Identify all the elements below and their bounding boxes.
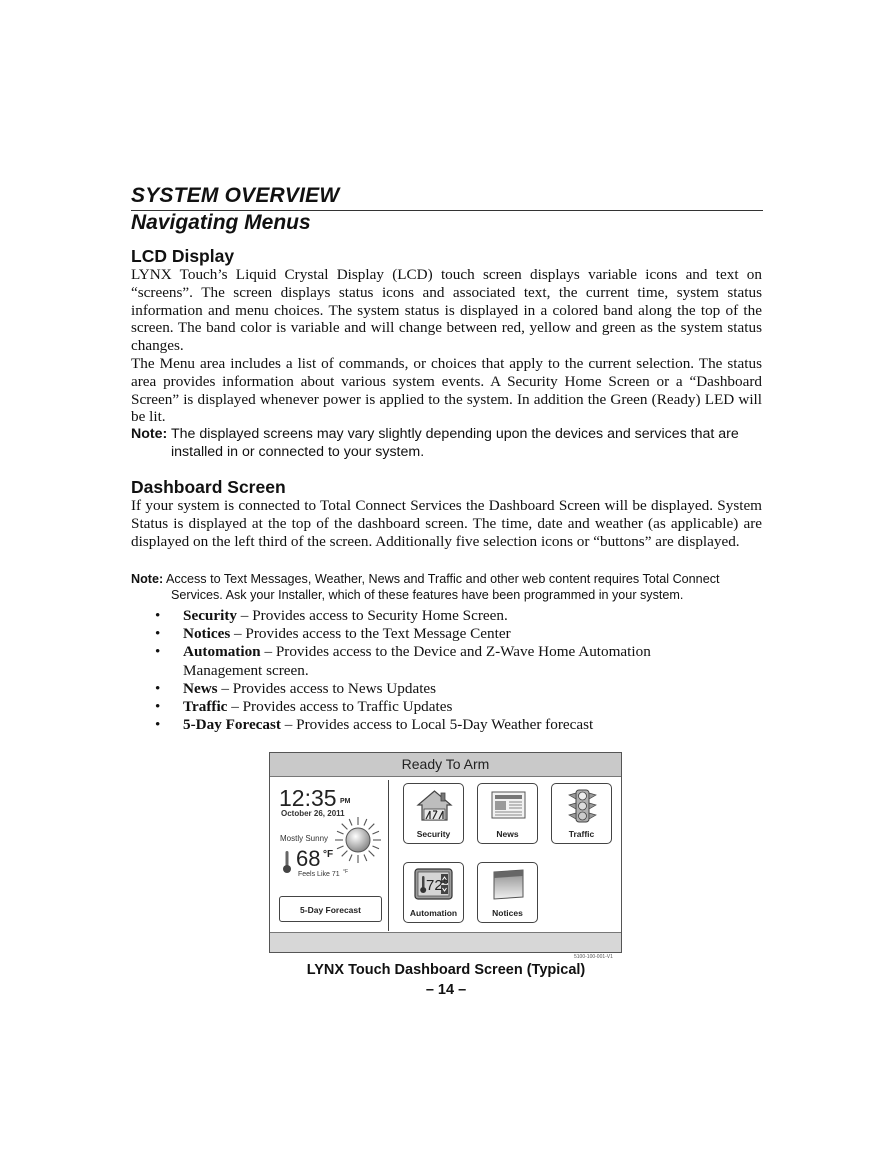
figure-caption: LYNX Touch Dashboard Screen (Typical) — [306, 962, 586, 978]
list-item-term: Notices — [183, 625, 231, 643]
screen-divider — [388, 780, 389, 931]
lcd-note — [131, 426, 763, 461]
newspaper-icon — [490, 789, 527, 821]
tile-label: Security — [416, 829, 451, 839]
traffic-light-icon — [564, 789, 601, 823]
list-item-desc: – Provides access to Security Home Screen. — [237, 607, 508, 624]
list-item-desc: – Provides access to the Device and Z-Wave Home Automation Management screen. — [183, 643, 651, 679]
feels-like-text: Feels Like 71 — [298, 871, 340, 878]
lcd-display-heading: LCD Display — [131, 246, 235, 266]
bullet-icon: • — [155, 698, 161, 716]
status-band: Ready To Arm — [270, 753, 621, 777]
page-number: – 14 – — [425, 982, 467, 998]
thermostat-icon — [414, 868, 453, 900]
list-item-term: Security — [183, 607, 237, 624]
list-item-desc: – Provides access to Traffic Updates — [227, 698, 453, 716]
note-label: Note: — [131, 572, 164, 586]
security-button[interactable] — [403, 783, 464, 844]
list-item-term: Traffic — [183, 698, 228, 716]
bullet-icon: • — [155, 607, 161, 624]
tile-label: Notices — [492, 908, 523, 918]
forecast-button[interactable]: 5-Day Forecast — [279, 896, 382, 922]
lcd-paragraph-2: The Menu area includes a list of commands, or choices that apply to the current selection. The status area provides information about various system events. A Security Home Screen or a “Dashboard Screen” is displayed whenever power is applied to the system. In addition the Green (Ready) LED will be lit. — [131, 354, 762, 426]
list-item — [155, 643, 715, 679]
feels-like-unit: °F — [343, 869, 349, 875]
temperature-value: 68 — [296, 846, 321, 871]
section-title: SYSTEM OVERVIEW — [131, 184, 340, 207]
figure-code: 5100-100-001-V1 — [574, 954, 613, 960]
clock-date: October 26, 2011 — [281, 809, 345, 818]
clock-time: 12:35 — [279, 785, 337, 811]
dashboard-screen-figure — [269, 752, 622, 953]
tile-label: Traffic — [568, 829, 595, 839]
lcd-body — [131, 266, 762, 426]
list-item-term: Automation — [183, 643, 261, 661]
note-label: Note: — [131, 426, 168, 442]
bullet-icon: • — [155, 625, 161, 643]
dashboard-body — [131, 497, 762, 550]
note-text: The displayed screens may vary slightly depending upon the devices and services that are installed in or connected to your system. — [170, 426, 739, 460]
lcd-paragraph-1: LYNX Touch’s Liquid Crystal Display (LCD) touch screen displays variable icons and text on “screens”. The screen displays status icons and associated text, the current time, system status information and menu choices. The system status is displayed in a colored band along the top of the screen. The band color is variable and will change between red, yellow and green as the system status changes. — [131, 266, 762, 355]
message-icon — [490, 868, 527, 901]
list-item — [155, 625, 715, 643]
thermostat-temp: 72° — [426, 877, 449, 894]
bullet-icon: • — [155, 716, 161, 734]
list-item — [155, 698, 715, 716]
clock-ampm: PM — [340, 798, 351, 805]
dashboard-note — [131, 572, 763, 603]
feature-list — [155, 607, 715, 734]
dashboard-paragraph: If your system is connected to Total Connect Services the Dashboard Screen will be displayed. System Status is displayed at the top of the dashboard screen. The time, date and weather (as applicable) are displayed on the left third of the screen. Additionally five selection icons or “buttons” are displayed. — [131, 497, 762, 550]
automation-button[interactable] — [403, 862, 464, 923]
notices-button[interactable] — [477, 862, 538, 923]
tile-label: Automation — [409, 908, 458, 918]
list-item-term: 5-Day Forecast — [183, 716, 281, 734]
list-item — [155, 607, 715, 625]
list-item-desc: – Provides access to Local 5-Day Weather forecast — [280, 716, 594, 734]
note-text: Access to Text Messages, Weather, News and Traffic and other web content requires Total Connect Services. Ask your Installer, which of these features have been programmed in your system. — [166, 572, 720, 602]
page-heading: Navigating Menus — [131, 211, 311, 234]
weather-condition: Mostly Sunny — [280, 834, 329, 843]
dashboard-screen-heading: Dashboard Screen — [131, 477, 286, 497]
list-item — [155, 716, 715, 734]
news-button[interactable] — [477, 783, 538, 844]
thermometer-icon — [282, 850, 292, 874]
traffic-button[interactable] — [551, 783, 612, 844]
house-icon — [416, 789, 453, 822]
sun-icon — [333, 815, 383, 865]
list-item-desc: – Provides access to News Updates — [217, 679, 437, 697]
list-item — [155, 680, 715, 698]
bullet-icon: • — [155, 643, 161, 661]
list-item-desc: – Provides access to the Text Message Center — [230, 625, 511, 643]
bullet-icon: • — [155, 679, 161, 697]
screen-footer-bar — [270, 932, 621, 952]
temperature-unit: °F — [323, 849, 334, 860]
list-item-term: News — [183, 679, 218, 697]
tile-label: News — [496, 829, 519, 839]
